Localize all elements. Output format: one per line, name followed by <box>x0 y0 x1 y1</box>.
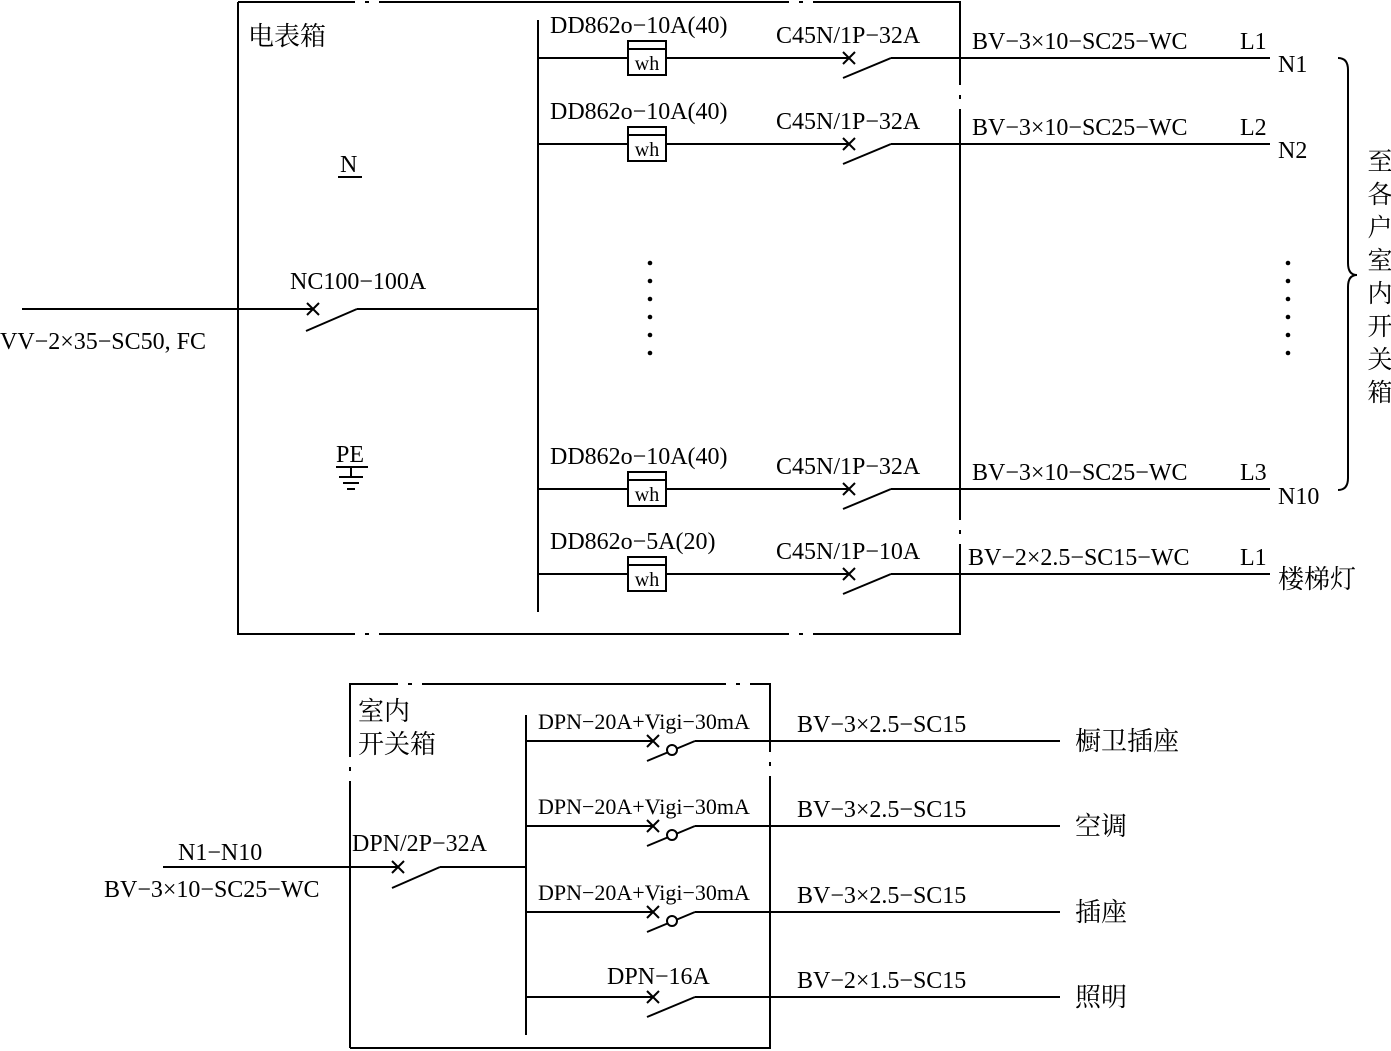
final-circuit <box>526 709 1179 761</box>
main-breaker-label: NC100−100A <box>290 269 427 295</box>
cable-label: BV−3×10−SC25−WC <box>972 115 1188 141</box>
switch-box-main-blade <box>392 867 440 888</box>
circuit-destination-label: 照明 <box>1075 983 1128 1012</box>
energy-meter-symbol <box>628 127 666 161</box>
breaker-model-label: C45N/1P−32A <box>776 454 921 480</box>
rcd-icon <box>667 745 677 755</box>
circuit-breaker-label: DPN−20A+Vigi−30mA <box>538 794 750 819</box>
breaker-model-label: C45N/1P−10A <box>776 539 921 565</box>
breaker-model-label: C45N/1P−32A <box>776 109 921 135</box>
breaker-blade <box>647 997 695 1017</box>
circuit-cable-label: BV−3×2.5−SC15 <box>797 797 967 823</box>
rcd-icon <box>667 916 677 926</box>
switch-box-title-line2: 开关箱 <box>358 730 437 759</box>
circuit-cable-label: BV−3×2.5−SC15 <box>797 883 967 909</box>
energy-meter-symbol <box>628 557 666 591</box>
breaker-blade <box>843 58 891 78</box>
phase-label: L3 <box>1240 460 1267 486</box>
circuit-breaker-label: DPN−20A+Vigi−30mA <box>538 709 750 734</box>
meter-symbol-label: wh <box>634 139 660 161</box>
switch-box-incoming-cable-label: BV−3×10−SC25−WC <box>104 877 320 903</box>
circuit-destination-label: 插座 <box>1075 898 1128 927</box>
cable-label: BV−3×10−SC25−WC <box>972 460 1188 486</box>
neutral-label: N <box>340 152 358 178</box>
final-circuit <box>526 964 1127 1017</box>
meter-model-label: DD862o−10A(40) <box>550 444 728 470</box>
cable-label: BV−3×10−SC25−WC <box>972 29 1188 55</box>
final-circuit <box>526 880 1127 932</box>
circuit-destination-label: 空调 <box>1075 812 1128 841</box>
meter-symbol-label: wh <box>634 53 660 75</box>
switch-box-incoming-feeder-label: N1−N10 <box>178 840 263 866</box>
meter-model-label: DD862o−10A(40) <box>550 13 728 39</box>
meter-branch <box>538 529 1356 594</box>
meter-branch <box>538 99 1307 164</box>
phase-label: L2 <box>1240 115 1267 141</box>
circuit-destination-label: 橱卫插座 <box>1075 727 1180 756</box>
pe-label: PE <box>336 442 365 468</box>
meter-branch <box>538 444 1319 510</box>
breaker-model-label: C45N/1P−32A <box>776 23 921 49</box>
meter-model-label: DD862o−5A(20) <box>550 529 716 555</box>
switch-box-main-breaker-label: DPN/2P−32A <box>352 831 487 857</box>
meter-model-label: DD862o−10A(40) <box>550 99 728 125</box>
breaker-blade <box>843 574 891 594</box>
switch-box-title-line1: 室内 <box>358 697 411 726</box>
ground-icon <box>336 467 368 489</box>
energy-meter-symbol <box>628 472 666 506</box>
main-breaker-blade <box>306 309 357 331</box>
energy-meter-symbol <box>628 41 666 75</box>
group-destination-label: 至各户室内开关箱 <box>1364 148 1391 412</box>
destination-label: N2 <box>1278 138 1308 164</box>
meter-symbol-label: wh <box>634 484 660 506</box>
circuit-cable-label: BV−3×2.5−SC15 <box>797 712 967 738</box>
meter-symbol-label: wh <box>634 569 660 591</box>
phase-label: L1 <box>1240 545 1267 571</box>
cable-label: BV−2×2.5−SC15−WC <box>968 545 1190 571</box>
breaker-blade <box>843 489 891 509</box>
breaker-blade <box>843 144 891 164</box>
destination-label: N10 <box>1278 484 1320 510</box>
meter-box-title: 电表箱 <box>248 22 327 51</box>
continuation-dots <box>1286 261 1291 356</box>
destination-label: N1 <box>1278 52 1308 78</box>
final-circuit <box>526 794 1127 846</box>
incoming-cable-label: VV−2×35−SC50, FC <box>0 329 206 355</box>
continuation-dots <box>648 261 653 356</box>
circuit-breaker-label: DPN−20A+Vigi−30mA <box>538 880 750 905</box>
meter-branch <box>538 13 1307 78</box>
brace <box>1338 58 1357 490</box>
rcd-icon <box>667 830 677 840</box>
destination-label: 楼梯灯 <box>1278 565 1357 594</box>
phase-label: L1 <box>1240 29 1267 55</box>
circuit-cable-label: BV−2×1.5−SC15 <box>797 968 967 994</box>
circuit-breaker-label: DPN−16A <box>607 964 710 990</box>
